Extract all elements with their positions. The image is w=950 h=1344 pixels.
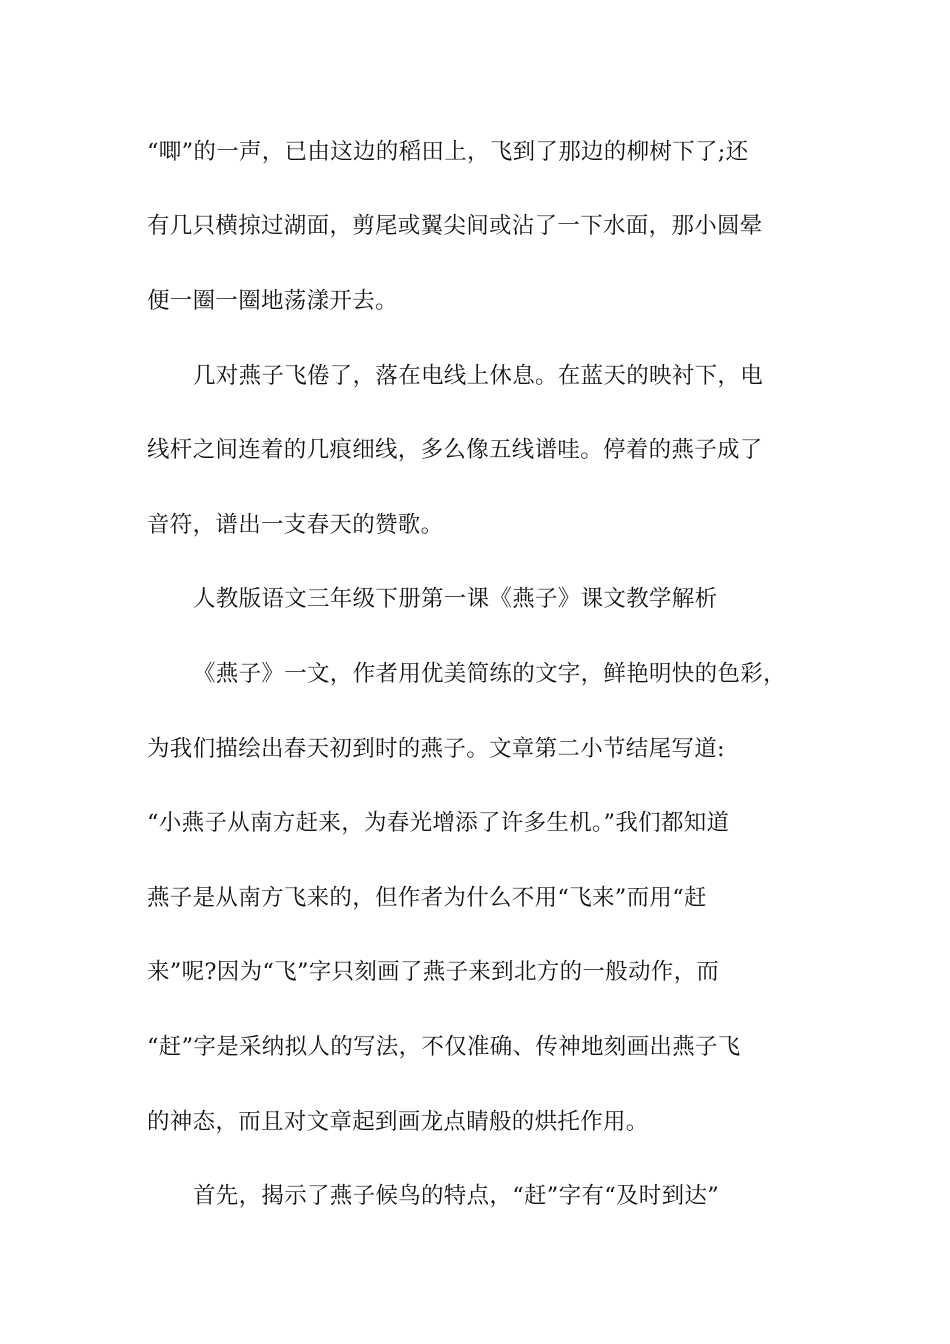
text-line: “唧”的一声，已由这边的稻田上，飞到了那边的柳树下了;还 xyxy=(147,139,749,165)
section-heading: 人教版语文三年级下册第一课《燕子》课文教学解析 xyxy=(193,586,718,612)
text-line: 便一圈一圈地荡漾开去。 xyxy=(147,288,398,314)
text-line: “赶”字是采纳拟人的写法，不仅准确、传神地刻画出燕子飞 xyxy=(147,1034,741,1060)
paragraph-first-line: 《燕子》一文，作者用优美简练的文字，鲜艳明快的色彩， xyxy=(193,661,786,687)
text-line: 音符，谱出一支春天的赞歌。 xyxy=(147,512,444,538)
text-line: 燕子是从南方飞来的，但作者为什么不用“飞来”而用“赶 xyxy=(147,885,707,911)
text-line: 为我们描绘出春天初到时的燕子。文章第二小节结尾写道: xyxy=(147,736,725,762)
text-line: 来”呢?因为“飞”字只刻画了燕子来到北方的一般动作，而 xyxy=(147,959,720,985)
paragraph-first-line: 几对燕子飞倦了，落在电线上休息。在蓝天的映衬下，电 xyxy=(193,363,764,389)
text-line: 有几只横掠过湖面，剪尾或翼尖间或沾了一下水面，那小圆晕 xyxy=(147,213,763,239)
text-line: 的神态，而且对文章起到画龙点睛般的烘托作用。 xyxy=(147,1109,649,1135)
text-line: “小燕子从南方赶来，为春光增添了许多生机。”我们都知道 xyxy=(147,810,730,836)
paragraph-first-line: 首先，揭示了燕子候鸟的特点，“赶”字有“及时到达” xyxy=(193,1183,720,1209)
text-line: 线杆之间连着的几痕细线，多么像五线谱哇。停着的燕子成了 xyxy=(147,437,763,463)
